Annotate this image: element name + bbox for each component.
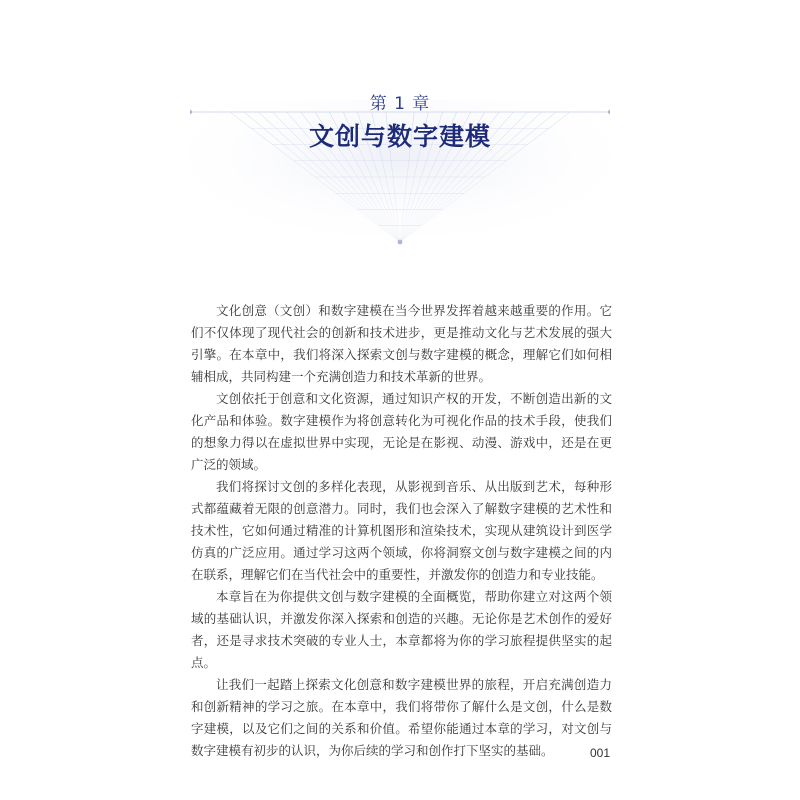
chapter-title: 文创与数字建模 xyxy=(308,122,491,151)
paragraph: 文创依托于创意和文化资源，通过知识产权的开发，不断创造出新的文化产品和体验。数字建模作为将创意转化为可视化作品的技术手段，使我们的想象力得以在虚拟世界中实现，无论是在影视、动漫、游戏中，还是在更广泛的领域。 xyxy=(191,391,612,472)
paragraph: 本章旨在为你提供文创与数字建模的全面概览，帮助你建立对这两个领域的基础认识，并激发你深入探索和创造的兴趣。无论你是艺术创作的爱好者，还是寻求技术突破的专业人士，本章都将为你的学习旅程提供坚实的起点。 xyxy=(191,589,612,670)
paragraph: 让我们一起踏上探索文化创意和数字建模世界的旅程，开启充满创造力和创新精神的学习之旅。在本章中，我们将带你了解什么是文创，什么是数字建模，以及它们之间的关系和价值。希望你能通过本章的学习，对文创与数字建模有初步的认识，为你后续的学习和创作打下坚实的基础。 xyxy=(191,677,612,758)
paragraph: 文化创意（文创）和数字建模在当今世界发挥着越来越重要的作用。它们不仅体现了现代社会的创新和技术进步，更是推动文化与艺术发展的强大引擎。在本章中，我们将深入探索文创与数字建模的概念，理解它们如何相辅相成，共同构建一个充满创造力和技术革新的世界。 xyxy=(191,303,612,384)
paragraph: 我们将探讨文创的多样化表现，从影视到音乐、从出版到艺术，每种形式都蕴藏着无限的创意潜力。同时，我们也会深入了解数字建模的艺术性和技术性，它如何通过精准的计算机图形和渲染技术，实现从建筑设计到医学仿真的广泛应用。通过学习这两个领域，你将洞察文创与数字建模之间的内在联系，理解它们在当代社会中的重要性，并激发你的创造力和专业技能。 xyxy=(191,479,612,582)
page-number: 001 xyxy=(589,746,610,760)
chapter-intro-text xyxy=(191,300,612,762)
chapter-number: 第 1 章 xyxy=(369,94,431,114)
